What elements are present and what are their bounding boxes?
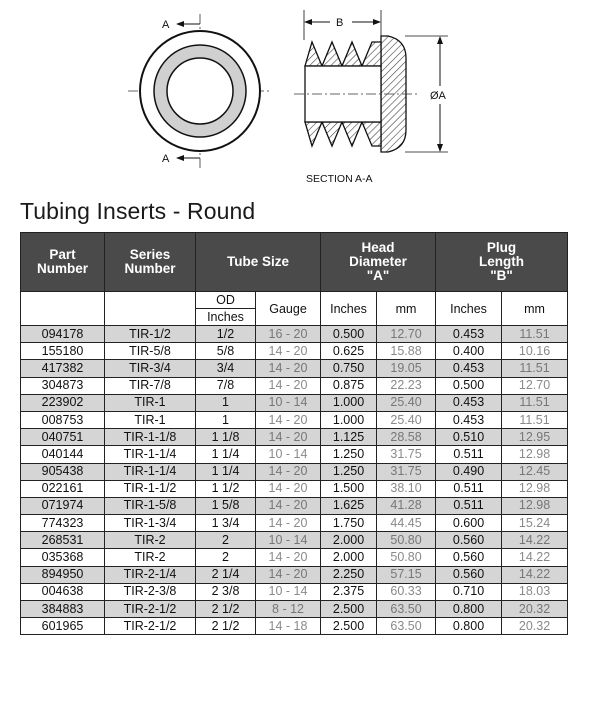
table-row (21, 497, 568, 514)
cell-series-number: TIR-5/8 (105, 343, 196, 360)
cell-series-number: TIR-1 (105, 394, 196, 411)
table-row (21, 566, 568, 583)
cell-plug-inches: 0.800 (436, 601, 502, 618)
table-row (21, 618, 568, 635)
cell-od-inches: 2 (196, 549, 256, 566)
cell-gauge: 14 - 20 (256, 463, 321, 480)
cell-plug-mm: 20.32 (502, 601, 568, 618)
cell-od-inches: 1/2 (196, 326, 256, 343)
header-plug-line2: Length (479, 254, 525, 269)
cell-part-number: 601965 (21, 618, 105, 635)
cell-plug-mm: 18.03 (502, 583, 568, 600)
cell-od-inches: 1 1/2 (196, 480, 256, 497)
label-b: B (336, 17, 344, 29)
cell-part-number: 304873 (21, 377, 105, 394)
subheader-od-inches: Inches (196, 309, 256, 326)
cell-plug-inches: 0.490 (436, 463, 502, 480)
table-row (21, 326, 568, 343)
cell-plug-inches: 0.400 (436, 343, 502, 360)
label-dia-a: ØA (430, 90, 446, 102)
cell-series-number: TIR-2 (105, 532, 196, 549)
table-row (21, 343, 568, 360)
cell-head-inches: 1.000 (321, 411, 377, 428)
header-series-line1: Series (129, 247, 171, 262)
cell-plug-mm: 15.24 (502, 515, 568, 532)
header-series-number (105, 233, 196, 292)
cell-plug-mm: 12.70 (502, 377, 568, 394)
cell-head-mm: 28.58 (377, 429, 436, 446)
table-row (21, 411, 568, 428)
cell-plug-inches: 0.453 (436, 394, 502, 411)
cell-plug-inches: 0.511 (436, 497, 502, 514)
cell-series-number: TIR-1 (105, 411, 196, 428)
cell-plug-mm: 12.95 (502, 429, 568, 446)
page-title: Tubing Inserts - Round (20, 198, 256, 224)
table-row (21, 446, 568, 463)
cell-plug-inches: 0.510 (436, 429, 502, 446)
cell-plug-inches: 0.710 (436, 583, 502, 600)
cell-part-number: 040751 (21, 429, 105, 446)
front-view (128, 14, 272, 168)
header-plug-line3: "B" (490, 268, 513, 283)
header-row (21, 233, 568, 292)
cell-part-number: 384883 (21, 601, 105, 618)
cell-plug-mm: 14.22 (502, 532, 568, 549)
cell-gauge: 10 - 14 (256, 446, 321, 463)
label-a-top: A (162, 19, 170, 31)
cell-head-mm: 41.28 (377, 497, 436, 514)
cell-gauge: 14 - 20 (256, 566, 321, 583)
subheader-part-blank (21, 292, 105, 326)
cell-gauge: 16 - 20 (256, 326, 321, 343)
cell-head-mm: 50.80 (377, 532, 436, 549)
subheader-plug-mm: mm (502, 292, 568, 326)
cell-head-inches: 2.250 (321, 566, 377, 583)
cell-series-number: TIR-1-1/8 (105, 429, 196, 446)
cell-gauge: 14 - 20 (256, 343, 321, 360)
subheader-head-mm: mm (377, 292, 436, 326)
label-a-bottom: A (162, 153, 170, 165)
cell-head-inches: 1.000 (321, 394, 377, 411)
cell-plug-inches: 0.500 (436, 377, 502, 394)
cell-plug-mm: 12.98 (502, 480, 568, 497)
cell-plug-inches: 0.800 (436, 618, 502, 635)
cell-head-mm: 15.88 (377, 343, 436, 360)
cell-series-number: TIR-1-3/4 (105, 515, 196, 532)
table-row (21, 601, 568, 618)
subheader-head-inches: Inches (321, 292, 377, 326)
cell-head-inches: 2.375 (321, 583, 377, 600)
cell-series-number: TIR-2-1/4 (105, 566, 196, 583)
cell-plug-inches: 0.560 (436, 532, 502, 549)
subheader-od: OD (196, 292, 256, 309)
cell-head-mm: 31.75 (377, 446, 436, 463)
cell-head-inches: 1.500 (321, 480, 377, 497)
cell-gauge: 14 - 20 (256, 549, 321, 566)
cell-part-number: 223902 (21, 394, 105, 411)
subheader-plug-inches: Inches (436, 292, 502, 326)
cell-gauge: 14 - 20 (256, 480, 321, 497)
cell-od-inches: 5/8 (196, 343, 256, 360)
header-tube-size: Tube Size (196, 233, 321, 292)
spec-table (20, 232, 568, 635)
cell-head-inches: 0.500 (321, 326, 377, 343)
cell-part-number: 905438 (21, 463, 105, 480)
cell-plug-mm: 12.45 (502, 463, 568, 480)
cell-plug-mm: 12.98 (502, 446, 568, 463)
cell-head-mm: 25.40 (377, 394, 436, 411)
cell-part-number: 035368 (21, 549, 105, 566)
subheader-row (21, 292, 568, 309)
cell-part-number: 155180 (21, 343, 105, 360)
cell-plug-mm: 12.98 (502, 497, 568, 514)
cell-series-number: TIR-2-1/2 (105, 618, 196, 635)
cell-od-inches: 2 1/2 (196, 618, 256, 635)
cell-series-number: TIR-2-3/8 (105, 583, 196, 600)
cell-od-inches: 1 1/4 (196, 463, 256, 480)
header-head-line2: Diameter (349, 254, 407, 269)
cell-part-number: 008753 (21, 411, 105, 428)
cell-head-inches: 1.250 (321, 463, 377, 480)
table-row (21, 394, 568, 411)
table-row (21, 377, 568, 394)
cell-od-inches: 1 (196, 394, 256, 411)
table-row (21, 463, 568, 480)
cell-plug-inches: 0.453 (436, 411, 502, 428)
cell-series-number: TIR-3/4 (105, 360, 196, 377)
cell-head-inches: 1.250 (321, 446, 377, 463)
cell-od-inches: 2 (196, 532, 256, 549)
header-head-line1: Head (361, 240, 395, 255)
cell-head-inches: 2.500 (321, 601, 377, 618)
table-row (21, 360, 568, 377)
cell-od-inches: 1 5/8 (196, 497, 256, 514)
cell-part-number: 094178 (21, 326, 105, 343)
table-row (21, 515, 568, 532)
cell-head-inches: 1.625 (321, 497, 377, 514)
cell-plug-inches: 0.453 (436, 360, 502, 377)
cell-plug-inches: 0.560 (436, 566, 502, 583)
cell-head-mm: 60.33 (377, 583, 436, 600)
cell-head-mm: 44.45 (377, 515, 436, 532)
cell-od-inches: 2 1/2 (196, 601, 256, 618)
header-series-line2: Number (124, 261, 176, 276)
cell-head-mm: 31.75 (377, 463, 436, 480)
subheader-series-blank (105, 292, 196, 326)
cell-plug-mm: 11.51 (502, 360, 568, 377)
cell-part-number: 071974 (21, 497, 105, 514)
cell-head-mm: 38.10 (377, 480, 436, 497)
cell-part-number: 268531 (21, 532, 105, 549)
cell-head-inches: 2.500 (321, 618, 377, 635)
cell-gauge: 10 - 14 (256, 394, 321, 411)
cell-head-inches: 2.000 (321, 532, 377, 549)
cell-series-number: TIR-1/2 (105, 326, 196, 343)
header-head-line3: "A" (366, 268, 390, 283)
cell-gauge: 14 - 18 (256, 618, 321, 635)
cell-plug-mm: 14.22 (502, 549, 568, 566)
header-part-line2: Number (36, 261, 88, 276)
cell-head-inches: 0.625 (321, 343, 377, 360)
table-body (21, 326, 568, 635)
cell-series-number: TIR-2 (105, 549, 196, 566)
cell-part-number: 040144 (21, 446, 105, 463)
cell-part-number: 774323 (21, 515, 105, 532)
cell-head-mm: 63.50 (377, 618, 436, 635)
cell-gauge: 14 - 20 (256, 515, 321, 532)
cell-gauge: 14 - 20 (256, 497, 321, 514)
header-plug-length (436, 233, 568, 292)
cell-od-inches: 2 3/8 (196, 583, 256, 600)
cell-series-number: TIR-1-1/4 (105, 463, 196, 480)
section-label: SECTION A-A (306, 173, 373, 185)
cell-plug-inches: 0.600 (436, 515, 502, 532)
cell-head-mm: 12.70 (377, 326, 436, 343)
cell-od-inches: 7/8 (196, 377, 256, 394)
cell-plug-mm: 11.51 (502, 326, 568, 343)
cell-head-mm: 57.15 (377, 566, 436, 583)
table-row (21, 583, 568, 600)
cell-gauge: 14 - 20 (256, 377, 321, 394)
cell-head-mm: 25.40 (377, 411, 436, 428)
cell-head-mm: 63.50 (377, 601, 436, 618)
technical-drawing (0, 0, 603, 200)
cell-od-inches: 1 1/8 (196, 429, 256, 446)
subheader-gauge: Gauge (256, 292, 321, 326)
cell-part-number: 022161 (21, 480, 105, 497)
table-row (21, 429, 568, 446)
cell-od-inches: 3/4 (196, 360, 256, 377)
cell-series-number: TIR-1-1/4 (105, 446, 196, 463)
cell-gauge: 8 - 12 (256, 601, 321, 618)
cell-part-number: 417382 (21, 360, 105, 377)
cell-plug-mm: 10.16 (502, 343, 568, 360)
cell-od-inches: 1 (196, 411, 256, 428)
cell-od-inches: 1 3/4 (196, 515, 256, 532)
cell-od-inches: 2 1/4 (196, 566, 256, 583)
header-plug-line1: Plug (486, 240, 517, 255)
header-head-diameter (321, 233, 436, 292)
cell-head-inches: 0.875 (321, 377, 377, 394)
cell-plug-inches: 0.511 (436, 446, 502, 463)
header-part-line1: Part (49, 247, 76, 262)
cell-head-inches: 1.125 (321, 429, 377, 446)
cell-head-mm: 19.05 (377, 360, 436, 377)
cell-head-inches: 2.000 (321, 549, 377, 566)
cell-head-mm: 50.80 (377, 549, 436, 566)
cell-plug-mm: 11.51 (502, 411, 568, 428)
cell-head-mm: 22.23 (377, 377, 436, 394)
table-row (21, 532, 568, 549)
table-row (21, 480, 568, 497)
table-row (21, 549, 568, 566)
cell-plug-inches: 0.453 (436, 326, 502, 343)
header-part-number (21, 233, 105, 292)
cell-part-number: 004638 (21, 583, 105, 600)
cell-gauge: 14 - 20 (256, 429, 321, 446)
cell-gauge: 14 - 20 (256, 360, 321, 377)
cell-plug-inches: 0.511 (436, 480, 502, 497)
cell-series-number: TIR-1-1/2 (105, 480, 196, 497)
cell-plug-mm: 14.22 (502, 566, 568, 583)
cell-gauge: 10 - 14 (256, 532, 321, 549)
cell-series-number: TIR-2-1/2 (105, 601, 196, 618)
cell-plug-inches: 0.560 (436, 549, 502, 566)
cell-plug-mm: 20.32 (502, 618, 568, 635)
cell-series-number: TIR-7/8 (105, 377, 196, 394)
cell-head-inches: 1.750 (321, 515, 377, 532)
cell-gauge: 14 - 20 (256, 411, 321, 428)
section-view (294, 10, 448, 152)
cell-head-inches: 0.750 (321, 360, 377, 377)
cell-plug-mm: 11.51 (502, 394, 568, 411)
cell-series-number: TIR-1-5/8 (105, 497, 196, 514)
cell-gauge: 10 - 14 (256, 583, 321, 600)
cell-od-inches: 1 1/4 (196, 446, 256, 463)
cell-part-number: 894950 (21, 566, 105, 583)
